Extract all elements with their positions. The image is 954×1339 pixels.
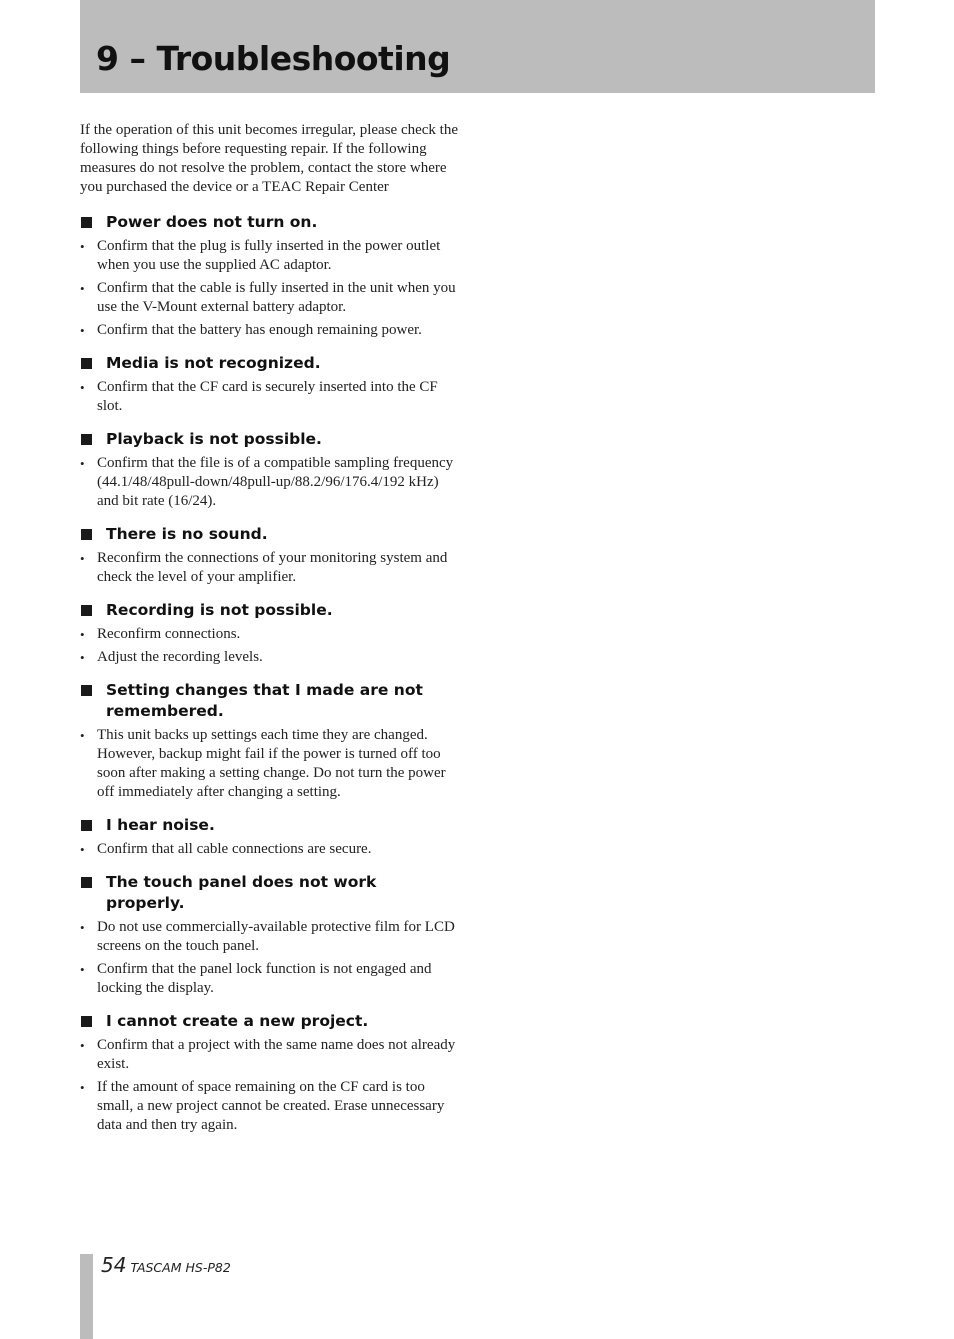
list-item-text: Confirm that the battery has enough remaining power. bbox=[97, 322, 422, 338]
footer-bar bbox=[80, 1254, 93, 1339]
section-heading-text: The touch panel does not work properly. bbox=[106, 873, 377, 912]
bullet-list bbox=[80, 237, 458, 340]
list-item bbox=[80, 625, 458, 644]
section-heading-text: Media is not recognized. bbox=[106, 354, 321, 372]
section-heading-text: Power does not turn on. bbox=[106, 213, 318, 231]
page-number: 54 bbox=[101, 1253, 127, 1277]
list-item-text: Confirm that the file is of a compatible sampling frequency (44.1/48/48pull-down/48pull-up/88.2/96/176.4/192 kHz) and bit rate (16/24). bbox=[97, 455, 454, 509]
troubleshooting-section bbox=[80, 1011, 458, 1135]
section-heading-text: Playback is not possible. bbox=[106, 430, 322, 448]
bullet-dot-icon: • bbox=[80, 650, 85, 665]
list-item-text: Adjust the recording levels. bbox=[97, 649, 263, 665]
bullet-list bbox=[80, 1036, 458, 1135]
list-item-text: Confirm that the cable is fully inserted in the unit when you use the V-Mount external battery adaptor. bbox=[97, 280, 456, 315]
list-item-text: Confirm that the panel lock function is not engaged and locking the display. bbox=[97, 961, 432, 996]
troubleshooting-section bbox=[80, 600, 458, 667]
list-item bbox=[80, 237, 458, 275]
bullet-dot-icon: • bbox=[80, 1038, 85, 1053]
bullet-dot-icon: • bbox=[80, 281, 85, 296]
section-heading-text: There is no sound. bbox=[106, 525, 268, 543]
section-heading bbox=[80, 1011, 458, 1032]
footer-brand: TASCAM bbox=[130, 1260, 182, 1275]
bullet-dot-icon: • bbox=[80, 920, 85, 935]
section-heading bbox=[80, 680, 458, 722]
page-footer bbox=[101, 1253, 231, 1277]
bullet-dot-icon: • bbox=[80, 842, 85, 857]
list-item bbox=[80, 279, 458, 317]
list-item-text: Reconfirm connections. bbox=[97, 626, 241, 642]
list-item bbox=[80, 840, 458, 859]
bullet-list bbox=[80, 625, 458, 667]
bullet-dot-icon: • bbox=[80, 323, 85, 338]
list-item bbox=[80, 648, 458, 667]
bullet-dot-icon: • bbox=[80, 728, 85, 743]
square-bullet-icon bbox=[81, 685, 92, 696]
section-heading bbox=[80, 212, 458, 233]
square-bullet-icon bbox=[81, 434, 92, 445]
square-bullet-icon bbox=[81, 529, 92, 540]
section-heading bbox=[80, 815, 458, 836]
bullet-dot-icon: • bbox=[80, 456, 85, 471]
bullet-dot-icon: • bbox=[80, 551, 85, 566]
bullet-dot-icon: • bbox=[80, 1080, 85, 1095]
list-item-text: Confirm that the plug is fully inserted in the power outlet when you use the supplied AC adaptor. bbox=[97, 238, 441, 273]
list-item-text: Reconfirm the connections of your monitoring system and check the level of your amplifier. bbox=[97, 550, 448, 585]
list-item-text: Confirm that the CF card is securely inserted into the CF slot. bbox=[97, 379, 438, 414]
square-bullet-icon bbox=[81, 217, 92, 228]
list-item bbox=[80, 1036, 458, 1074]
bullet-list bbox=[80, 454, 458, 511]
chapter-header bbox=[80, 0, 875, 93]
list-item bbox=[80, 378, 458, 416]
section-heading bbox=[80, 872, 458, 914]
intro-paragraph: If the operation of this unit becomes irregular, please check the following things before requesting repair. If the following measures do not resolve the problem, contact the store where you purchased the device or a TEAC Repair Center bbox=[80, 122, 459, 195]
bullet-list bbox=[80, 378, 458, 416]
bullet-dot-icon: • bbox=[80, 380, 85, 395]
bullet-dot-icon: • bbox=[80, 962, 85, 977]
troubleshooting-section bbox=[80, 815, 458, 859]
troubleshooting-section bbox=[80, 353, 458, 416]
troubleshooting-section bbox=[80, 680, 458, 802]
section-heading-text: Setting changes that I made are not remembered. bbox=[106, 681, 423, 720]
troubleshooting-sections bbox=[80, 212, 458, 1135]
list-item bbox=[80, 918, 458, 956]
square-bullet-icon bbox=[81, 605, 92, 616]
list-item-text: Confirm that a project with the same name does not already exist. bbox=[97, 1037, 456, 1072]
bullet-dot-icon: • bbox=[80, 627, 85, 642]
section-heading-text: I hear noise. bbox=[106, 816, 215, 834]
bullet-list bbox=[80, 726, 458, 802]
section-heading bbox=[80, 429, 458, 450]
troubleshooting-section bbox=[80, 524, 458, 587]
bullet-list bbox=[80, 918, 458, 998]
bullet-list bbox=[80, 549, 458, 587]
list-item bbox=[80, 726, 458, 802]
square-bullet-icon bbox=[81, 820, 92, 831]
list-item-text: Confirm that all cable connections are secure. bbox=[97, 841, 372, 857]
troubleshooting-section bbox=[80, 872, 458, 998]
square-bullet-icon bbox=[81, 1016, 92, 1027]
troubleshooting-section bbox=[80, 429, 458, 511]
troubleshooting-section bbox=[80, 212, 458, 340]
main-content bbox=[80, 121, 458, 1148]
section-heading-text: Recording is not possible. bbox=[106, 601, 333, 619]
section-heading bbox=[80, 524, 458, 545]
list-item bbox=[80, 1078, 458, 1135]
list-item bbox=[80, 454, 458, 511]
bullet-list bbox=[80, 840, 458, 859]
list-item-text: If the amount of space remaining on the CF card is too small, a new project cannot be created. Erase unnecessary data and then try again. bbox=[97, 1079, 445, 1133]
list-item-text: This unit backs up settings each time they are changed. However, backup might fail if the power is turned off too soon after making a setting change. Do not turn the power off immediately after changing a setting. bbox=[97, 727, 446, 800]
list-item bbox=[80, 549, 458, 587]
square-bullet-icon bbox=[81, 358, 92, 369]
list-item-text: Do not use commercially-available protective film for LCD screens on the touch panel. bbox=[97, 919, 455, 954]
list-item bbox=[80, 321, 458, 340]
bullet-dot-icon: • bbox=[80, 239, 85, 254]
list-item bbox=[80, 960, 458, 998]
footer-model: HS-P82 bbox=[185, 1260, 231, 1275]
chapter-title: 9 – Troubleshooting bbox=[96, 39, 451, 78]
square-bullet-icon bbox=[81, 877, 92, 888]
section-heading bbox=[80, 353, 458, 374]
section-heading-text: I cannot create a new project. bbox=[106, 1012, 369, 1030]
section-heading bbox=[80, 600, 458, 621]
